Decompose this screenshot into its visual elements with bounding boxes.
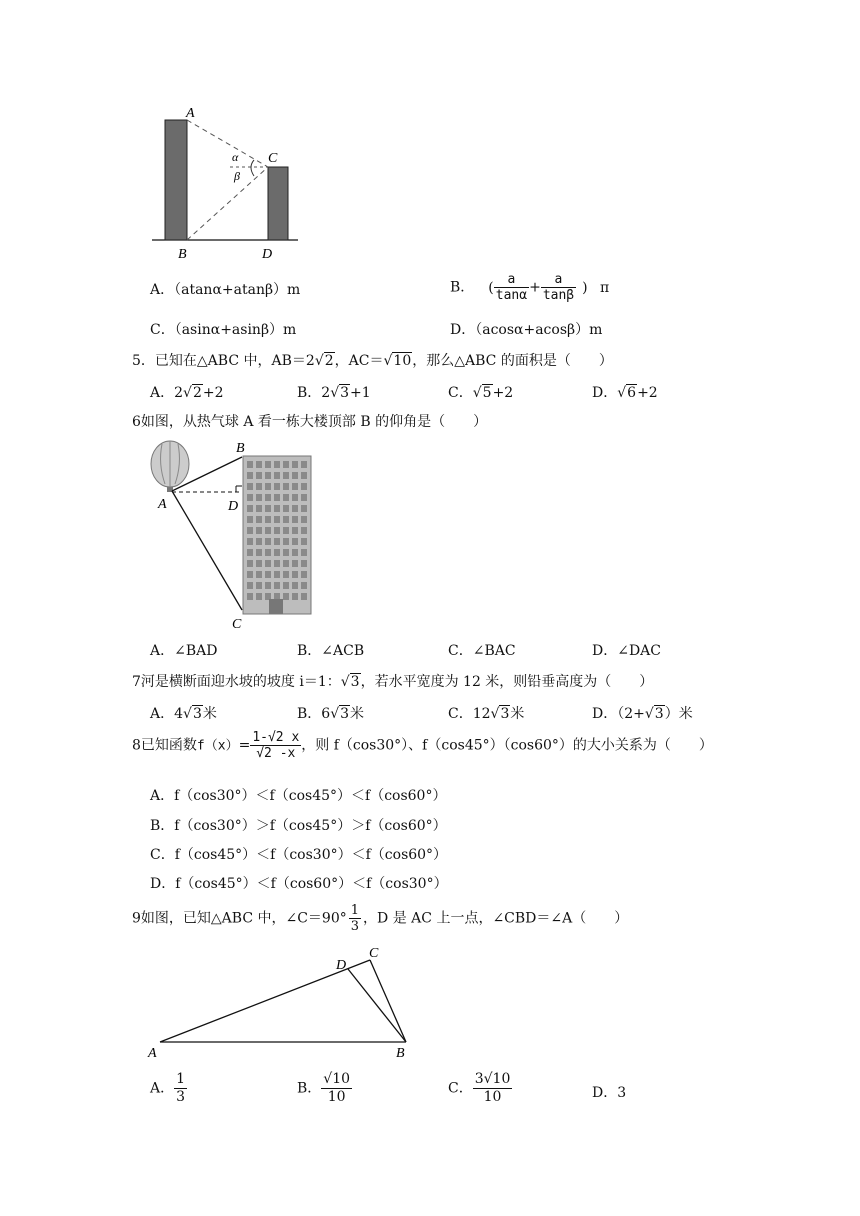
building-ab <box>165 120 187 240</box>
q4-option-b-frac1: $\frac{a}{\tan\alpha}$ <box>495 272 528 303</box>
window <box>256 538 262 545</box>
window <box>292 461 298 468</box>
label-c: C <box>232 617 242 632</box>
window <box>265 560 271 567</box>
window <box>256 527 262 534</box>
window <box>256 516 262 523</box>
right-angle-mark <box>236 486 242 492</box>
label-b: B <box>396 1046 405 1061</box>
q5-option-a: A．2√2+2 <box>150 385 224 401</box>
window <box>292 483 298 490</box>
window <box>283 483 289 490</box>
window <box>283 582 289 589</box>
window <box>265 505 271 512</box>
window <box>274 461 280 468</box>
building <box>243 456 311 614</box>
building-cd <box>268 167 288 240</box>
side-cb <box>370 960 406 1042</box>
window <box>301 527 307 534</box>
q9-fraction: $\frac{1}{3}$ <box>350 903 360 934</box>
window <box>292 494 298 501</box>
q4-option-b-prefix: B． <box>450 279 475 296</box>
building-door <box>269 599 283 614</box>
window <box>301 549 307 556</box>
q7-option-c: C．12√3米 <box>448 706 525 722</box>
window <box>283 472 289 479</box>
q6-option-c: C．∠BAC <box>448 643 516 659</box>
window <box>292 593 298 600</box>
window <box>292 527 298 534</box>
q4-option-a: A．（atanα+atanβ）m <box>150 282 301 298</box>
window <box>292 582 298 589</box>
window <box>301 472 307 479</box>
q6-option-d: D．∠DAC <box>592 643 662 659</box>
window <box>301 538 307 545</box>
window <box>301 582 307 589</box>
window <box>265 571 271 578</box>
window <box>256 571 262 578</box>
q6-option-a: A．∠BAD <box>150 643 218 659</box>
q9-stem: 9如图，已知△ABC 中，∠C＝90° $\frac{1}{3}$ ，D 是 AC 上一点，∠CBD＝∠A（ ） <box>132 903 629 934</box>
window <box>256 582 262 589</box>
label-d: D <box>262 247 273 262</box>
window <box>283 494 289 501</box>
window <box>274 571 280 578</box>
window <box>283 527 289 534</box>
window <box>301 494 307 501</box>
window <box>247 593 253 600</box>
window <box>247 494 253 501</box>
window <box>247 516 253 523</box>
q5-option-c: C．√5+2 <box>448 385 514 401</box>
q5-option-b: B．2√3+1 <box>297 385 371 401</box>
window <box>292 560 298 567</box>
window <box>274 538 280 545</box>
window <box>274 582 280 589</box>
q7-option-b: B．6√3米 <box>297 706 365 722</box>
window <box>274 494 280 501</box>
window <box>283 505 289 512</box>
q5-stem: 5．已知在△ABC 中，AB＝2√2，AC＝√10，那么△ABC 的面积是（ ） <box>132 353 613 369</box>
window <box>274 472 280 479</box>
figure-triangle <box>145 945 425 1065</box>
window <box>301 560 307 567</box>
window <box>265 483 271 490</box>
window <box>265 494 271 501</box>
window <box>301 593 307 600</box>
window <box>283 516 289 523</box>
window <box>265 593 271 600</box>
window <box>265 472 271 479</box>
q5-option-d: D．√6+2 <box>592 385 658 401</box>
window <box>256 472 262 479</box>
label-a: A <box>158 497 167 512</box>
window <box>274 549 280 556</box>
window <box>256 505 262 512</box>
q8-option-d: D．f（cos45°）＜f（cos60°）＜f（cos30°） <box>150 876 448 892</box>
q8-option-b: B．f（cos30°）＞f（cos45°）＞f（cos60°） <box>150 818 447 834</box>
sight-line-ca <box>187 120 268 167</box>
q7-option-d: D．（2+√3）米 <box>592 706 693 722</box>
window <box>265 461 271 468</box>
q8-fx: f（x） <box>196 738 239 754</box>
window <box>247 472 253 479</box>
label-c: C <box>369 946 379 961</box>
window <box>283 549 289 556</box>
q8-option-a: A．f（cos30°）＜f（cos45°）＜f（cos60°） <box>150 788 447 804</box>
window <box>247 549 253 556</box>
window <box>292 571 298 578</box>
window <box>247 505 253 512</box>
window <box>247 527 253 534</box>
q4-option-b-frac2: $\frac{a}{\tan\beta}$ <box>542 272 575 303</box>
window <box>283 571 289 578</box>
q8-option-c: C．f（cos45°）＜f（cos30°）＜f（cos60°） <box>150 847 448 863</box>
figure-balloon-building <box>148 436 318 636</box>
window <box>292 538 298 545</box>
q4-option-d: D．（acosα+acosβ）m <box>450 322 603 338</box>
window <box>247 483 253 490</box>
window <box>256 494 262 501</box>
window <box>247 571 253 578</box>
label-d: D <box>228 499 239 514</box>
label-a: A <box>186 106 195 121</box>
window <box>265 538 271 545</box>
q6-option-b: B．∠ACB <box>297 643 365 659</box>
label-c: C <box>268 151 278 166</box>
q9-option-d: D．3 <box>592 1085 627 1101</box>
window <box>274 505 280 512</box>
window <box>283 560 289 567</box>
window <box>283 593 289 600</box>
q9-option-a: A． $\frac{1}{3}$ <box>150 1071 186 1105</box>
window <box>301 483 307 490</box>
window <box>274 527 280 534</box>
window <box>292 549 298 556</box>
window <box>256 560 262 567</box>
window <box>256 461 262 468</box>
label-beta: β <box>234 169 240 183</box>
window <box>292 472 298 479</box>
label-a: A <box>148 1046 157 1061</box>
window <box>265 527 271 534</box>
window <box>274 483 280 490</box>
window <box>274 560 280 567</box>
q4-option-b-suffix: π <box>600 279 610 296</box>
q4-option-b: B． ( $\frac{a}{\tan\alpha}$ + $\frac{a}{\tan\beta}$ ) π <box>450 272 610 303</box>
segment-bd <box>348 969 406 1042</box>
window <box>247 582 253 589</box>
window <box>274 516 280 523</box>
window <box>301 571 307 578</box>
window <box>292 505 298 512</box>
window <box>247 538 253 545</box>
window <box>283 461 289 468</box>
q7-stem: 7河是横断面迎水坡的坡度 i＝1：√3，若水平宽度为 12 米，则铅垂高度为（ ） <box>132 674 654 690</box>
q4-option-c: C．（asinα+asinβ）m <box>150 322 297 338</box>
window <box>301 516 307 523</box>
q8-fraction: $\frac{1-√2 x}{√2 -x}$ <box>252 730 300 761</box>
q9-option-c: C． $\frac{3√10}{10}$ <box>448 1071 511 1105</box>
window <box>265 516 271 523</box>
window <box>283 538 289 545</box>
window <box>256 483 262 490</box>
sight-line-cb <box>187 167 268 240</box>
window <box>274 593 280 600</box>
window <box>265 549 271 556</box>
window <box>292 516 298 523</box>
label-d: D <box>336 958 347 973</box>
window <box>301 505 307 512</box>
angle-arc <box>251 160 254 176</box>
label-b: B <box>236 441 245 456</box>
q7-option-a: A．4√3米 <box>150 706 217 722</box>
label-alpha: α <box>232 150 239 164</box>
window <box>247 461 253 468</box>
q8-stem: 8已知函数f（x）= $\frac{1-√2 x}{√2 -x}$ ，则 f（cos30°）、f（cos45°）（cos60°）的大小关系为（ ） <box>132 730 713 761</box>
q9-option-b: B． $\frac{√10}{10}$ <box>297 1071 351 1105</box>
q6-stem: 6如图，从热气球 A 看一栋大楼顶部 B 的仰角是（ ） <box>132 414 488 430</box>
figure-two-buildings <box>150 100 300 265</box>
window <box>256 593 262 600</box>
window <box>265 582 271 589</box>
window <box>301 461 307 468</box>
label-b: B <box>178 247 187 262</box>
window <box>256 549 262 556</box>
window <box>247 560 253 567</box>
